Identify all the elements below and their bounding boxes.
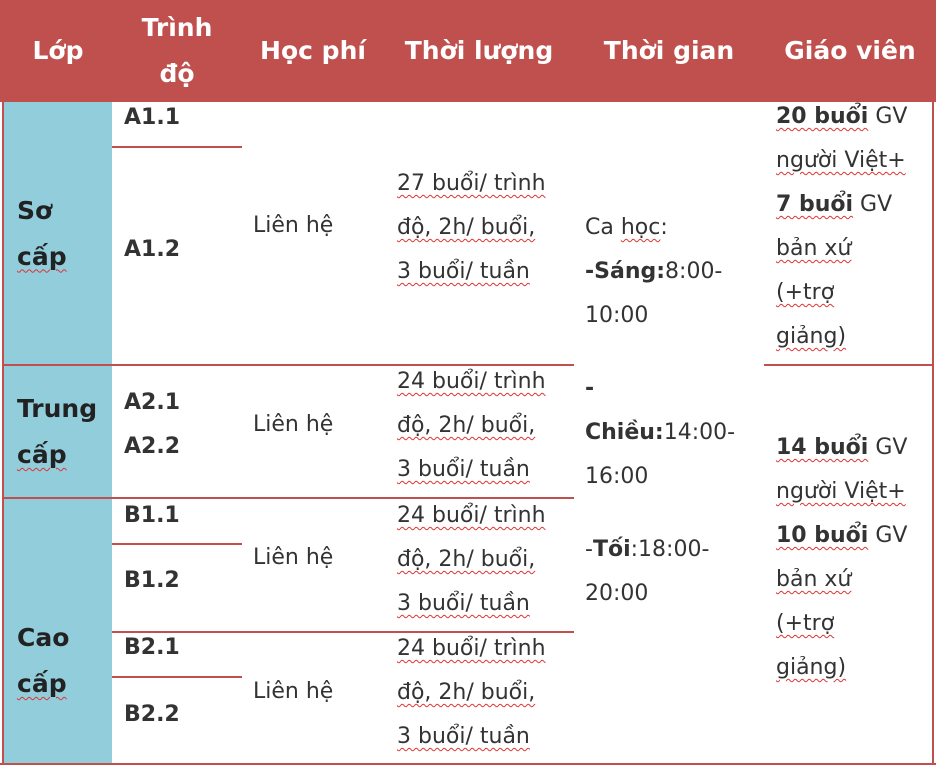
row-divider [3, 497, 574, 499]
sublevel-a1-2: A1.2 [124, 237, 180, 262]
fee-trung-cap: Liên hệ [253, 412, 334, 437]
border-top [0, 0, 936, 2]
fee-cao-cap-b1: Liên hệ [253, 545, 334, 570]
header-thoi-gian: Thời gian [574, 0, 764, 102]
fee-so-cap: Liên hệ [253, 213, 334, 238]
header-thoi-luong: Thời lượng [384, 0, 574, 102]
teachers-other: 14 buổi GV người Việt+ 10 buổi GV bản xứ (+trợ giảng) [776, 435, 908, 680]
sublevel-a2-2: A2.2 [124, 434, 180, 459]
row-divider [112, 146, 242, 148]
schedule-evening: -Tối:18:00- 20:00 [585, 537, 710, 606]
duration-cao-cap-b1: 24 buổi/ trình độ, 2h/ buổi, 3 buổi/ tuần [397, 503, 546, 616]
row-divider [112, 676, 242, 678]
schedule-block: Ca học: -Sáng:8:00- 10:00 [585, 215, 723, 328]
header-hoc-phi: Học phí [242, 0, 384, 102]
teachers-so-cap: 20 buổi GV người Việt+ 7 buổi GV bản xứ (+trợ giảng) [776, 104, 908, 349]
duration-so-cap: 27 buổi/ trình độ, 2h/ buổi, 3 buổi/ tuần [397, 171, 546, 284]
sublevel-b1-2: B1.2 [124, 568, 180, 593]
row-divider [764, 364, 934, 366]
sublevel-b2-2: B2.2 [124, 702, 180, 727]
border-right [932, 0, 934, 765]
sublevel-b1-1: B1.1 [124, 503, 180, 528]
row-divider [3, 364, 574, 366]
border-bottom [0, 763, 936, 765]
row-divider [112, 631, 574, 633]
header-lop: Lớp [0, 0, 116, 102]
schedule-afternoon: - Chiều:14:00- 16:00 [585, 376, 736, 489]
sublevel-b2-1: B2.1 [124, 635, 180, 660]
header-giao-vien: Giáo viên [764, 0, 936, 102]
row-divider [112, 543, 242, 545]
level-so-cap: Sơ cấp [3, 102, 112, 365]
level-cao-cap: Cao cấp [3, 499, 112, 763]
level-trung-cap: Trung cấp [3, 366, 112, 498]
fee-cao-cap-b2: Liên hệ [253, 679, 334, 704]
border-left [2, 0, 4, 765]
sublevel-a1-1: A1.1 [124, 105, 180, 130]
duration-cao-cap-b2: 24 buổi/ trình độ, 2h/ buổi, 3 buổi/ tuần [397, 636, 546, 749]
duration-trung-cap: 24 buổi/ trình độ, 2h/ buổi, 3 buổi/ tuần [397, 369, 546, 482]
sublevel-a2-1: A2.1 [124, 390, 180, 415]
header-trinh-do: Trình độ [112, 0, 242, 102]
